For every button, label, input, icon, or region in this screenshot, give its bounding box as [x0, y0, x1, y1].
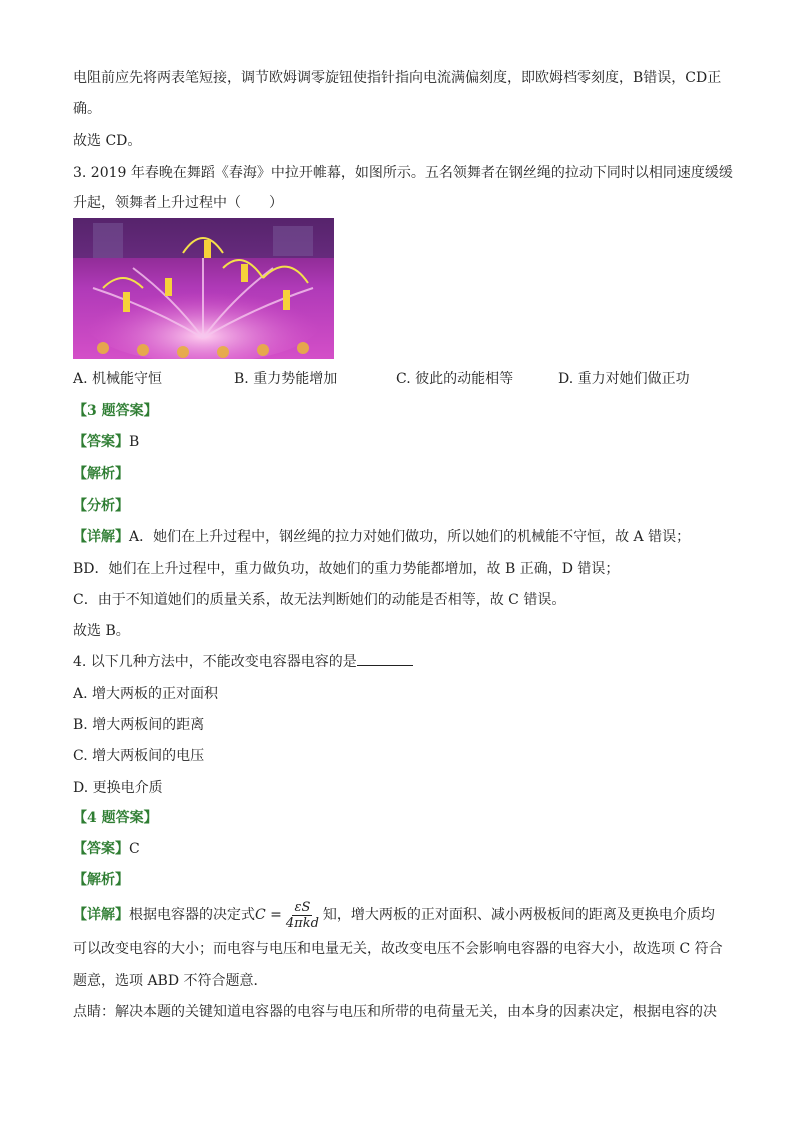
dance-photo: [73, 218, 334, 359]
answer-value: C: [129, 841, 140, 857]
detail-line-formula: [73, 898, 715, 932]
question-3-stem: 3. 2019 年春晚在舞蹈《春海》中拉开帷幕，如图所示。五名领舞者在钢丝绳的拉动下同时以相同速度缓缓: [73, 165, 733, 181]
formula-denominator: 4πkd: [285, 915, 319, 931]
analysis-header: 【解析】: [73, 872, 129, 888]
detail-line: BD．她们在上升过程中，重力做负功，故她们的重力势能都增加，故 B 正确，D 错误；: [73, 561, 620, 577]
text-line: 确。: [73, 101, 101, 117]
detail-text: 根据电容器的决定式: [129, 907, 255, 923]
answer-header: 【3 题答案】: [73, 403, 158, 419]
detail-line: 题意，选项 ABD 不符合题意．: [73, 973, 268, 989]
answer-line: [73, 840, 140, 858]
answer-blank: [357, 653, 413, 666]
option-a: A. 增大两板的正对面积: [73, 686, 219, 702]
detail-text: A．她们在上升过程中，钢丝绳的拉力对她们做功，所以她们的机械能不守恒，故 A 错误；: [129, 529, 691, 545]
analysis-sub-header: 【分析】: [73, 498, 129, 514]
question-4-stem: [73, 653, 413, 671]
formula-numerator: εS: [294, 899, 311, 915]
text-line: 故选 CD。: [73, 133, 142, 149]
detail-text: 知，增大两板的正对面积、减小两极板间的距离及更换电介质均: [322, 907, 715, 923]
detail-line: [73, 528, 690, 546]
formula-lhs: C =: [255, 907, 282, 923]
option-b: B. 增大两板间的距离: [73, 717, 205, 733]
option-c: C. 彼此的动能相等: [396, 371, 514, 387]
answer-header: 【4 题答案】: [73, 810, 158, 826]
option-d: D. 重力对她们做正功: [558, 371, 690, 387]
text-line: 电阻前应先将两表笔短接，调节欧姆调零旋钮使指针指向电流满偏刻度，即欧姆档零刻度，B错误，CD正: [73, 70, 722, 86]
analysis-header: 【解析】: [73, 466, 129, 482]
option-d: D. 更换电介质: [73, 780, 163, 796]
option-a: A. 机械能守恒: [73, 371, 163, 387]
dance-photo-drawing: [73, 218, 334, 359]
option-b: B. 重力势能增加: [234, 371, 338, 387]
question-3-stem-cont: 升起，领舞者上升过程中（ ）: [73, 195, 283, 211]
detail-label: 【详解】: [73, 529, 129, 545]
detail-label: 【详解】: [73, 907, 129, 923]
detail-line: 可以改变电容的大小；而电容与电压和电量无关，故改变电压不会影响电容器的电容大小，故选项 C 符合: [73, 941, 723, 957]
detail-line: C．由于不知道她们的质量关系，故无法判断她们的动能是否相等，故 C 错误。: [73, 592, 566, 608]
answer-line: [73, 433, 139, 451]
note-line: 点睛：解决本题的关键知道电容器的电容与电压和所带的电荷量无关，由本身的因素决定，根据电容的决: [73, 1004, 717, 1020]
option-c: C. 增大两板间的电压: [73, 748, 205, 764]
capacitance-formula: [284, 900, 321, 931]
answer-label: 【答案】: [73, 434, 129, 450]
answer-value: B: [129, 434, 140, 450]
answer-label: 【答案】: [73, 841, 129, 857]
conclusion-line: 故选 B。: [73, 623, 130, 639]
question-4-text: 4. 以下几种方法中，不能改变电容器电容的是: [73, 654, 357, 670]
